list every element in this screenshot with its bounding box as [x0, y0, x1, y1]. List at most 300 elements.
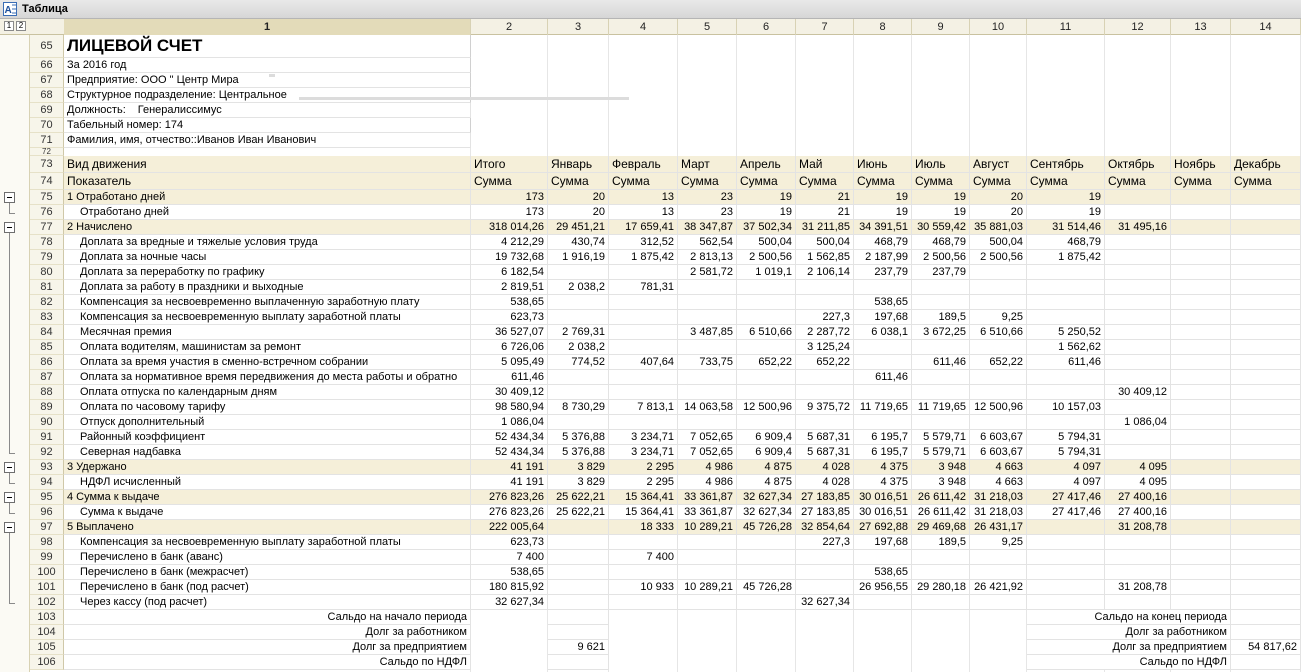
value-cell[interactable]	[1027, 580, 1105, 595]
value-cell[interactable]: 10 289,21	[678, 520, 737, 535]
value-cell[interactable]	[912, 340, 970, 355]
row-label-cell[interactable]: Перечислено в банк (аванс)	[64, 550, 471, 565]
value-cell[interactable]	[609, 415, 678, 430]
value-cell[interactable]: 7 813,1	[609, 400, 678, 415]
row-header-102[interactable]: 102	[30, 595, 64, 610]
value-cell[interactable]: 318 014,26	[471, 220, 548, 235]
value-cell[interactable]	[1231, 235, 1301, 250]
value-cell[interactable]: 10 157,03	[1027, 400, 1105, 415]
row-label-cell[interactable]: Доплата за переработку по графику	[64, 265, 471, 280]
value-cell[interactable]: 7 052,65	[678, 430, 737, 445]
value-cell[interactable]	[1105, 190, 1171, 205]
value-cell[interactable]: 52 434,34	[471, 430, 548, 445]
value-cell[interactable]	[796, 280, 854, 295]
value-cell[interactable]: 276 823,26	[471, 490, 548, 505]
value-cell[interactable]	[854, 355, 912, 370]
value-cell[interactable]	[548, 415, 609, 430]
value-cell[interactable]: 6 195,7	[854, 445, 912, 460]
value-cell[interactable]	[1027, 370, 1105, 385]
value-cell[interactable]: 6 182,54	[471, 265, 548, 280]
value-cell[interactable]: 4 095	[1105, 460, 1171, 475]
value-cell[interactable]	[1105, 235, 1171, 250]
value-cell[interactable]: 5 095,49	[471, 355, 548, 370]
value-cell[interactable]	[1171, 460, 1231, 475]
value-cell[interactable]	[1105, 535, 1171, 550]
value-cell[interactable]: 4 028	[796, 460, 854, 475]
row-label-cell[interactable]: Месячная премия	[64, 325, 471, 340]
value-cell[interactable]: 4 095	[1105, 475, 1171, 490]
value-cell[interactable]	[1105, 550, 1171, 565]
row-header-73[interactable]: 73	[30, 156, 64, 173]
value-cell[interactable]: 6 510,66	[970, 325, 1027, 340]
value-cell[interactable]: 19	[854, 205, 912, 220]
value-cell[interactable]: 31 208,78	[1105, 580, 1171, 595]
table-header-cell[interactable]: Июль	[912, 156, 970, 173]
value-cell[interactable]: 538,65	[854, 295, 912, 310]
value-cell[interactable]	[678, 310, 737, 325]
value-cell[interactable]: 18 333	[609, 520, 678, 535]
value-cell[interactable]	[1027, 565, 1105, 580]
value-cell[interactable]	[737, 310, 796, 325]
value-cell[interactable]	[1105, 340, 1171, 355]
row-header-67[interactable]: 67	[30, 73, 64, 88]
row-header-65[interactable]: 65	[30, 35, 64, 58]
value-cell[interactable]: 3 829	[548, 475, 609, 490]
value-cell[interactable]	[1171, 565, 1231, 580]
value-cell[interactable]: 19	[737, 205, 796, 220]
value-cell[interactable]: 29 280,18	[912, 580, 970, 595]
value-cell[interactable]: 227,3	[796, 535, 854, 550]
value-cell[interactable]	[1105, 295, 1171, 310]
value-cell[interactable]: 9,25	[970, 310, 1027, 325]
footer-left-value[interactable]: 9 621	[548, 640, 609, 655]
value-cell[interactable]	[1105, 445, 1171, 460]
value-cell[interactable]	[1231, 265, 1301, 280]
value-cell[interactable]: 4 875	[737, 460, 796, 475]
value-cell[interactable]: 1 086,04	[1105, 415, 1171, 430]
value-cell[interactable]	[1027, 520, 1105, 535]
value-cell[interactable]	[1027, 550, 1105, 565]
value-cell[interactable]	[1027, 415, 1105, 430]
value-cell[interactable]: 26 611,42	[912, 490, 970, 505]
value-cell[interactable]	[912, 595, 970, 610]
value-cell[interactable]: 652,22	[970, 355, 1027, 370]
table-header-cell[interactable]: Сумма	[796, 173, 854, 190]
value-cell[interactable]	[1231, 205, 1301, 220]
value-cell[interactable]	[1171, 205, 1231, 220]
table-header-cell[interactable]: Март	[678, 156, 737, 173]
value-cell[interactable]: 5 579,71	[912, 445, 970, 460]
value-cell[interactable]: 30 559,42	[912, 220, 970, 235]
column-header-7[interactable]: 7	[796, 19, 854, 35]
value-cell[interactable]	[1231, 595, 1301, 610]
value-cell[interactable]	[609, 595, 678, 610]
value-cell[interactable]: 6 909,4	[737, 430, 796, 445]
value-cell[interactable]	[1231, 430, 1301, 445]
value-cell[interactable]: 27 183,85	[796, 490, 854, 505]
value-cell[interactable]	[1171, 310, 1231, 325]
value-cell[interactable]	[796, 580, 854, 595]
value-cell[interactable]	[1231, 580, 1301, 595]
column-header-3[interactable]: 3	[548, 19, 609, 35]
value-cell[interactable]: 538,65	[471, 565, 548, 580]
value-cell[interactable]	[737, 385, 796, 400]
value-cell[interactable]	[609, 535, 678, 550]
value-cell[interactable]: 7 052,65	[678, 445, 737, 460]
value-cell[interactable]: 34 391,51	[854, 220, 912, 235]
row-header-85[interactable]: 85	[30, 340, 64, 355]
value-cell[interactable]	[1105, 265, 1171, 280]
value-cell[interactable]	[737, 340, 796, 355]
value-cell[interactable]: 189,5	[912, 535, 970, 550]
value-cell[interactable]: 500,04	[970, 235, 1027, 250]
value-cell[interactable]	[1027, 535, 1105, 550]
value-cell[interactable]	[1231, 535, 1301, 550]
value-cell[interactable]: 197,68	[854, 535, 912, 550]
value-cell[interactable]: 173	[471, 190, 548, 205]
value-cell[interactable]	[1231, 310, 1301, 325]
row-label-cell[interactable]: Отработано дней	[64, 205, 471, 220]
row-label-cell[interactable]: 4 Сумма к выдаче	[64, 490, 471, 505]
value-cell[interactable]: 189,5	[912, 310, 970, 325]
value-cell[interactable]: 6 195,7	[854, 430, 912, 445]
value-cell[interactable]: 5 687,31	[796, 445, 854, 460]
value-cell[interactable]: 20	[970, 190, 1027, 205]
row-header-83[interactable]: 83	[30, 310, 64, 325]
row-header-103[interactable]: 103	[30, 610, 64, 625]
value-cell[interactable]	[1231, 445, 1301, 460]
value-cell[interactable]	[1231, 550, 1301, 565]
value-cell[interactable]	[970, 595, 1027, 610]
value-cell[interactable]	[548, 580, 609, 595]
row-header-97[interactable]: 97	[30, 520, 64, 535]
row-header-92[interactable]: 92	[30, 445, 64, 460]
value-cell[interactable]: 237,79	[854, 265, 912, 280]
footer-right-value[interactable]	[1231, 610, 1301, 625]
outline-level-1-button[interactable]: 1	[4, 21, 14, 31]
row-header-90[interactable]: 90	[30, 415, 64, 430]
value-cell[interactable]	[1231, 520, 1301, 535]
value-cell[interactable]: 31 218,03	[970, 490, 1027, 505]
value-cell[interactable]: 3 829	[548, 460, 609, 475]
value-cell[interactable]	[548, 535, 609, 550]
value-cell[interactable]: 407,64	[609, 355, 678, 370]
value-cell[interactable]	[737, 565, 796, 580]
table-header-cell[interactable]: Апрель	[737, 156, 796, 173]
value-cell[interactable]	[1231, 460, 1301, 475]
column-header-14[interactable]: 14	[1231, 19, 1301, 35]
row-label-cell[interactable]: НДФЛ исчисленный	[64, 475, 471, 490]
value-cell[interactable]	[609, 340, 678, 355]
table-header-cell[interactable]: Сумма	[970, 173, 1027, 190]
value-cell[interactable]: 27 400,16	[1105, 490, 1171, 505]
row-header-98[interactable]: 98	[30, 535, 64, 550]
value-cell[interactable]: 13	[609, 190, 678, 205]
value-cell[interactable]	[1027, 280, 1105, 295]
value-cell[interactable]	[678, 385, 737, 400]
value-cell[interactable]	[1171, 475, 1231, 490]
value-cell[interactable]	[737, 370, 796, 385]
collapse-group-icon[interactable]	[4, 222, 15, 233]
table-header-cell[interactable]: Вид движения	[64, 156, 471, 173]
row-header-86[interactable]: 86	[30, 355, 64, 370]
value-cell[interactable]	[1027, 595, 1105, 610]
value-cell[interactable]	[796, 565, 854, 580]
row-header-80[interactable]: 80	[30, 265, 64, 280]
value-cell[interactable]	[548, 550, 609, 565]
value-cell[interactable]	[796, 370, 854, 385]
value-cell[interactable]	[1171, 595, 1231, 610]
value-cell[interactable]: 37 502,34	[737, 220, 796, 235]
table-header-cell[interactable]: Сумма	[737, 173, 796, 190]
value-cell[interactable]: 31 211,85	[796, 220, 854, 235]
value-cell[interactable]: 32 627,34	[737, 505, 796, 520]
value-cell[interactable]: 20	[548, 205, 609, 220]
value-cell[interactable]: 4 986	[678, 475, 737, 490]
value-cell[interactable]	[1171, 505, 1231, 520]
value-cell[interactable]: 468,79	[1027, 235, 1105, 250]
value-cell[interactable]: 2 187,99	[854, 250, 912, 265]
outline-level-2-button[interactable]: 2	[16, 21, 26, 31]
value-cell[interactable]	[970, 415, 1027, 430]
table-header-cell[interactable]: Сумма	[1027, 173, 1105, 190]
collapse-group-icon[interactable]	[4, 462, 15, 473]
value-cell[interactable]: 7 400	[471, 550, 548, 565]
value-cell[interactable]	[1171, 490, 1231, 505]
value-cell[interactable]: 4 028	[796, 475, 854, 490]
value-cell[interactable]: 781,31	[609, 280, 678, 295]
value-cell[interactable]: 733,75	[678, 355, 737, 370]
value-cell[interactable]: 197,68	[854, 310, 912, 325]
row-header-68[interactable]: 68	[30, 88, 64, 103]
value-cell[interactable]	[678, 550, 737, 565]
value-cell[interactable]	[1105, 355, 1171, 370]
value-cell[interactable]: 3 948	[912, 475, 970, 490]
value-cell[interactable]	[1171, 430, 1231, 445]
row-header-104[interactable]: 104	[30, 625, 64, 640]
value-cell[interactable]	[1231, 490, 1301, 505]
value-cell[interactable]: 25 622,21	[548, 490, 609, 505]
value-cell[interactable]	[1231, 325, 1301, 340]
collapse-group-icon[interactable]	[4, 522, 15, 533]
value-cell[interactable]: 312,52	[609, 235, 678, 250]
value-cell[interactable]: 2 038,2	[548, 280, 609, 295]
value-cell[interactable]: 430,74	[548, 235, 609, 250]
value-cell[interactable]	[1171, 385, 1231, 400]
value-cell[interactable]: 1 019,1	[737, 265, 796, 280]
value-cell[interactable]: 38 347,87	[678, 220, 737, 235]
row-label-cell[interactable]: Доплата за ночные часы	[64, 250, 471, 265]
value-cell[interactable]: 8 730,29	[548, 400, 609, 415]
value-cell[interactable]: 5 376,88	[548, 430, 609, 445]
row-label-cell[interactable]: 5 Выплачено	[64, 520, 471, 535]
row-header-81[interactable]: 81	[30, 280, 64, 295]
value-cell[interactable]	[1171, 220, 1231, 235]
value-cell[interactable]	[1171, 280, 1231, 295]
value-cell[interactable]: 19	[912, 205, 970, 220]
value-cell[interactable]	[1027, 310, 1105, 325]
value-cell[interactable]: 538,65	[471, 295, 548, 310]
table-header-cell[interactable]: Сумма	[1171, 173, 1231, 190]
column-header-6[interactable]: 6	[737, 19, 796, 35]
table-header-cell[interactable]: Август	[970, 156, 1027, 173]
value-cell[interactable]	[1171, 415, 1231, 430]
value-cell[interactable]	[1171, 190, 1231, 205]
column-header-1[interactable]: 1	[64, 19, 471, 35]
value-cell[interactable]: 2 295	[609, 475, 678, 490]
value-cell[interactable]: 4 986	[678, 460, 737, 475]
value-cell[interactable]	[1105, 310, 1171, 325]
value-cell[interactable]: 32 627,34	[471, 595, 548, 610]
value-cell[interactable]: 19 732,68	[471, 250, 548, 265]
value-cell[interactable]	[1231, 385, 1301, 400]
value-cell[interactable]	[1231, 355, 1301, 370]
value-cell[interactable]: 5 579,71	[912, 430, 970, 445]
value-cell[interactable]	[609, 565, 678, 580]
value-cell[interactable]	[970, 385, 1027, 400]
table-header-cell[interactable]: Февраль	[609, 156, 678, 173]
value-cell[interactable]: 98 580,94	[471, 400, 548, 415]
value-cell[interactable]	[854, 550, 912, 565]
value-cell[interactable]	[678, 415, 737, 430]
table-header-cell[interactable]: Сумма	[678, 173, 737, 190]
value-cell[interactable]	[548, 565, 609, 580]
value-cell[interactable]: 2 500,56	[737, 250, 796, 265]
value-cell[interactable]	[678, 565, 737, 580]
footer-left-value[interactable]	[548, 655, 609, 670]
value-cell[interactable]: 23	[678, 205, 737, 220]
row-header-69[interactable]: 69	[30, 103, 64, 118]
row-header-77[interactable]: 77	[30, 220, 64, 235]
row-header-70[interactable]: 70	[30, 118, 64, 133]
value-cell[interactable]	[1231, 565, 1301, 580]
value-cell[interactable]: 26 956,55	[854, 580, 912, 595]
column-header-11[interactable]: 11	[1027, 19, 1105, 35]
value-cell[interactable]: 2 295	[609, 460, 678, 475]
table-header-cell[interactable]: Декабрь	[1231, 156, 1301, 173]
row-header-99[interactable]: 99	[30, 550, 64, 565]
value-cell[interactable]	[609, 310, 678, 325]
value-cell[interactable]: 3 948	[912, 460, 970, 475]
value-cell[interactable]	[970, 295, 1027, 310]
value-cell[interactable]: 19	[1027, 190, 1105, 205]
row-label-cell[interactable]: Оплата за время участия в сменно-встречном собрании	[64, 355, 471, 370]
table-header-cell[interactable]: Итого	[471, 156, 548, 173]
row-label-cell[interactable]: Оплата по часовому тарифу	[64, 400, 471, 415]
column-header-5[interactable]: 5	[678, 19, 737, 35]
value-cell[interactable]: 2 106,14	[796, 265, 854, 280]
value-cell[interactable]	[548, 265, 609, 280]
value-cell[interactable]: 6 909,4	[737, 445, 796, 460]
row-header-89[interactable]: 89	[30, 400, 64, 415]
value-cell[interactable]	[854, 595, 912, 610]
value-cell[interactable]	[609, 265, 678, 280]
table-header-cell[interactable]: Показатель	[64, 173, 471, 190]
value-cell[interactable]: 1 916,19	[548, 250, 609, 265]
value-cell[interactable]: 41 191	[471, 460, 548, 475]
row-label-cell[interactable]: Отпуск дополнительный	[64, 415, 471, 430]
value-cell[interactable]: 19	[854, 190, 912, 205]
value-cell[interactable]	[1231, 190, 1301, 205]
value-cell[interactable]	[1171, 325, 1231, 340]
row-label-cell[interactable]: Через кассу (под расчет)	[64, 595, 471, 610]
value-cell[interactable]	[970, 550, 1027, 565]
row-label-cell[interactable]: Районный коэффициент	[64, 430, 471, 445]
value-cell[interactable]	[912, 415, 970, 430]
table-header-cell[interactable]: Сумма	[471, 173, 548, 190]
value-cell[interactable]: 500,04	[796, 235, 854, 250]
value-cell[interactable]: 29 451,21	[548, 220, 609, 235]
row-label-cell[interactable]: 3 Удержано	[64, 460, 471, 475]
value-cell[interactable]: 6 603,67	[970, 430, 1027, 445]
value-cell[interactable]	[1231, 280, 1301, 295]
value-cell[interactable]: 27 417,46	[1027, 505, 1105, 520]
value-cell[interactable]: 9,25	[970, 535, 1027, 550]
value-cell[interactable]	[1231, 340, 1301, 355]
value-cell[interactable]: 500,04	[737, 235, 796, 250]
value-cell[interactable]	[1027, 295, 1105, 310]
value-cell[interactable]	[796, 415, 854, 430]
value-cell[interactable]: 30 409,12	[1105, 385, 1171, 400]
row-header-91[interactable]: 91	[30, 430, 64, 445]
value-cell[interactable]	[970, 370, 1027, 385]
column-header-10[interactable]: 10	[970, 19, 1027, 35]
value-cell[interactable]: 11 719,65	[912, 400, 970, 415]
value-cell[interactable]	[548, 370, 609, 385]
footer-left-value[interactable]	[548, 625, 609, 640]
value-cell[interactable]: 17 659,41	[609, 220, 678, 235]
row-header-93[interactable]: 93	[30, 460, 64, 475]
value-cell[interactable]	[609, 295, 678, 310]
value-cell[interactable]: 3 234,71	[609, 445, 678, 460]
value-cell[interactable]	[678, 535, 737, 550]
value-cell[interactable]: 4 375	[854, 460, 912, 475]
value-cell[interactable]	[912, 565, 970, 580]
footer-right-value[interactable]	[1231, 655, 1301, 670]
row-header-82[interactable]: 82	[30, 295, 64, 310]
value-cell[interactable]	[912, 385, 970, 400]
row-header-78[interactable]: 78	[30, 235, 64, 250]
value-cell[interactable]: 1 875,42	[1027, 250, 1105, 265]
value-cell[interactable]	[796, 550, 854, 565]
value-cell[interactable]	[912, 370, 970, 385]
row-label-cell[interactable]: 2 Начислено	[64, 220, 471, 235]
value-cell[interactable]: 2 819,51	[471, 280, 548, 295]
value-cell[interactable]	[609, 385, 678, 400]
value-cell[interactable]	[1171, 250, 1231, 265]
value-cell[interactable]: 9 375,72	[796, 400, 854, 415]
value-cell[interactable]: 611,46	[854, 370, 912, 385]
value-cell[interactable]	[737, 295, 796, 310]
value-cell[interactable]	[1171, 445, 1231, 460]
row-label-cell[interactable]: Компенсация за несвоевременно выплаченную заработную плату	[64, 295, 471, 310]
value-cell[interactable]	[912, 295, 970, 310]
table-header-cell[interactable]: Июнь	[854, 156, 912, 173]
row-header-100[interactable]: 100	[30, 565, 64, 580]
value-cell[interactable]	[737, 550, 796, 565]
value-cell[interactable]: 6 510,66	[737, 325, 796, 340]
value-cell[interactable]: 27 400,16	[1105, 505, 1171, 520]
value-cell[interactable]: 2 500,56	[912, 250, 970, 265]
value-cell[interactable]	[1105, 325, 1171, 340]
value-cell[interactable]: 27 183,85	[796, 505, 854, 520]
table-header-cell[interactable]: Сумма	[548, 173, 609, 190]
value-cell[interactable]: 19	[912, 190, 970, 205]
value-cell[interactable]	[1105, 400, 1171, 415]
value-cell[interactable]: 3 125,24	[796, 340, 854, 355]
value-cell[interactable]	[854, 340, 912, 355]
value-cell[interactable]: 20	[970, 205, 1027, 220]
